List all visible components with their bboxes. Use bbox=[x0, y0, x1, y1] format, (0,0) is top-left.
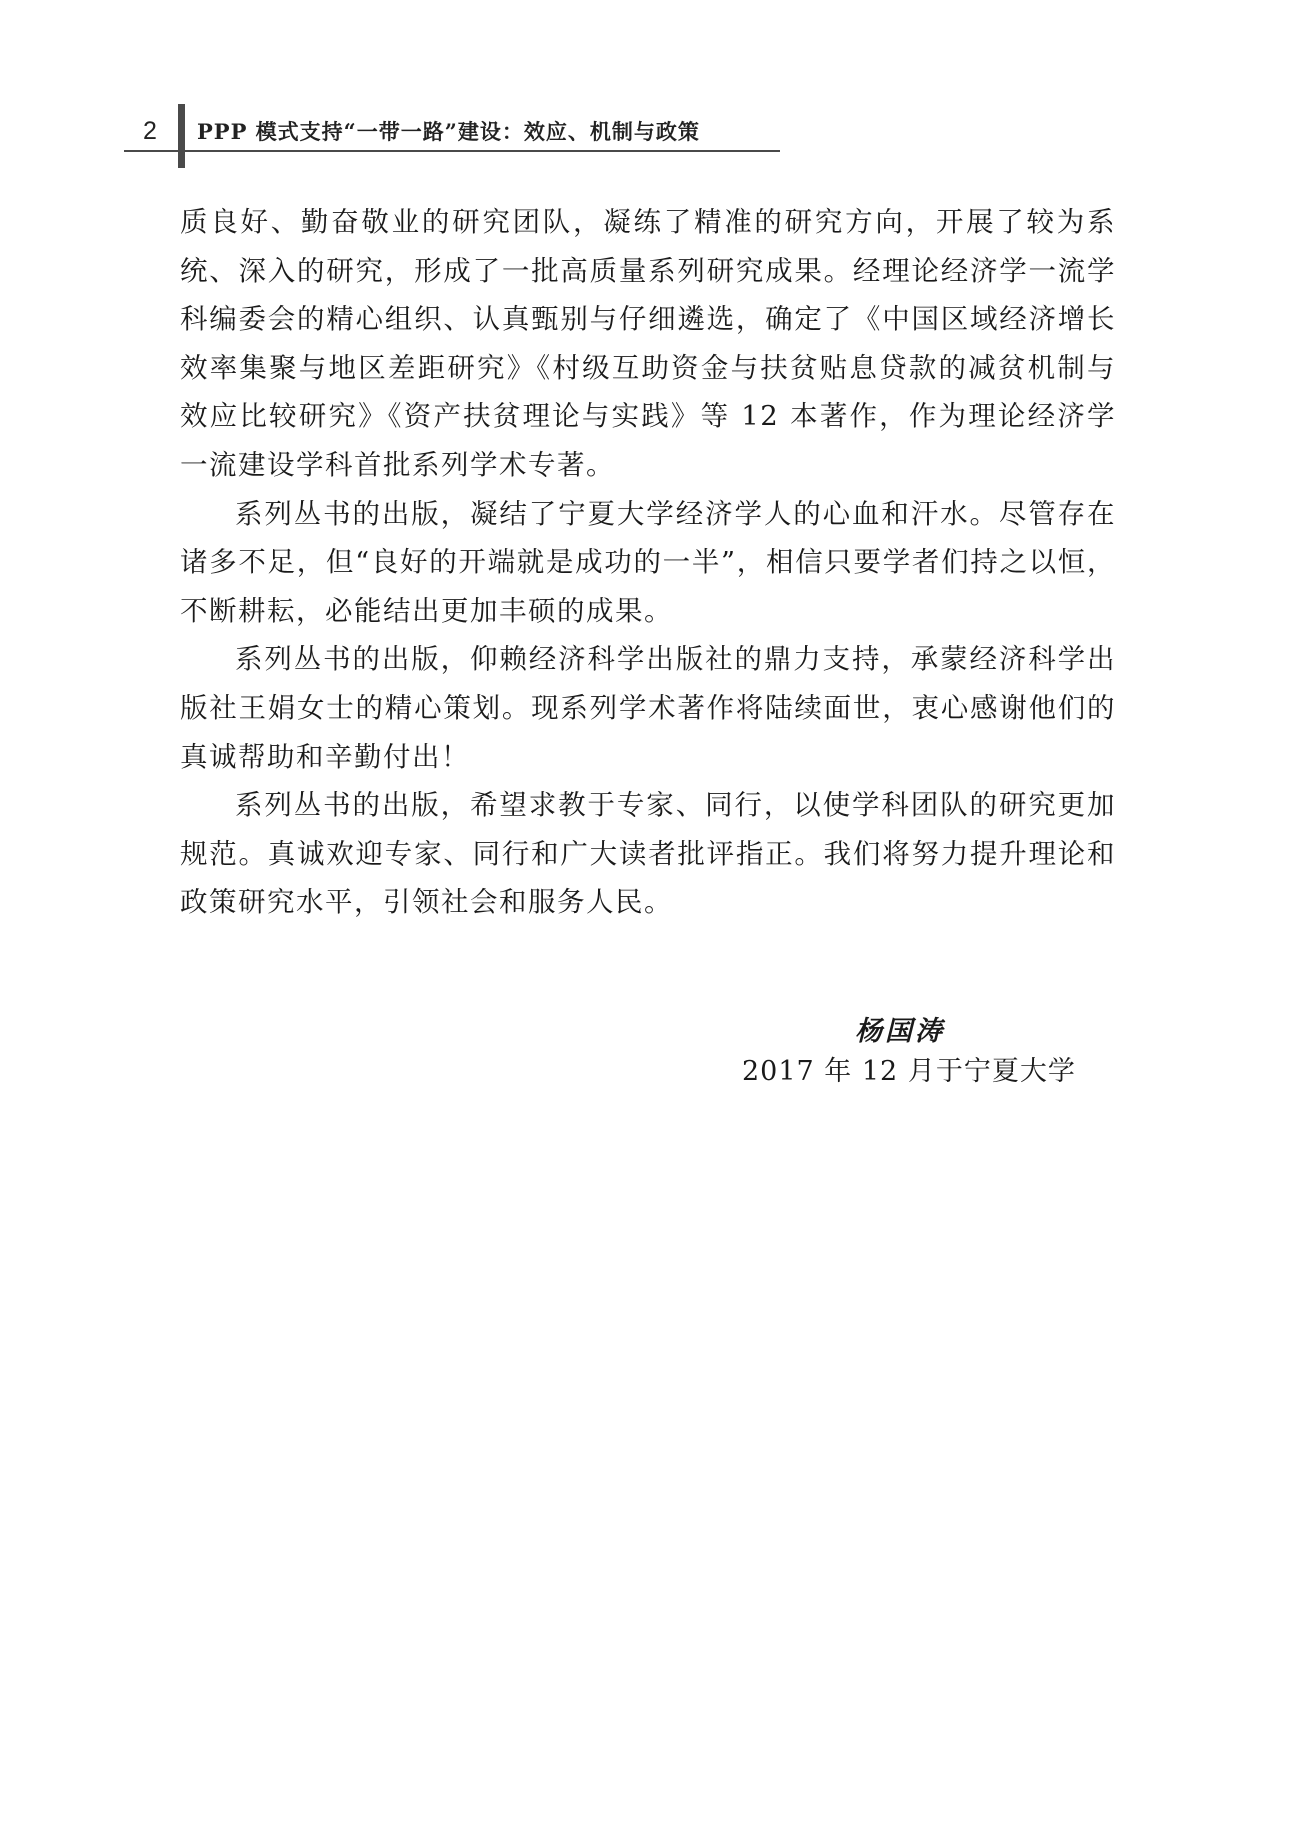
body-text bbox=[180, 198, 1116, 927]
signature-name: 杨国涛 bbox=[855, 1016, 945, 1047]
page-number: 2 bbox=[143, 117, 157, 145]
running-title: PPP 模式支持“一带一路”建设：效应、机制与政策 bbox=[197, 119, 700, 144]
paragraph: 系列丛书的出版，希望求教于专家、同行，以使学科团队的研究更加规范。真诚欢迎专家、同行和广大读者批评指正。我们将努力提升理论和政策研究水平，引领社会和服务人民。 bbox=[180, 789, 1116, 919]
page-header bbox=[0, 0, 1291, 170]
header-divider-bar bbox=[178, 104, 185, 168]
signature-date: 2017 年 12 月于宁夏大学 bbox=[742, 1056, 1076, 1087]
header-rule bbox=[124, 150, 780, 152]
paragraph: 系列丛书的出版，仰赖经济科学出版社的鼎力支持，承蒙经济科学出版社王娟女士的精心策划。现系列学术著作将陆续面世，衷心感谢他们的真诚帮助和辛勤付出！ bbox=[180, 643, 1116, 773]
paragraph: 系列丛书的出版，凝结了宁夏大学经济学人的心血和汗水。尽管存在诸多不足，但“良好的开端就是成功的一半”，相信只要学者们持之以恒，不断耕耘，必能结出更加丰硕的成果。 bbox=[180, 497, 1116, 627]
paragraph-continued: 质良好、勤奋敬业的研究团队，凝练了精准的研究方向，开展了较为系统、深入的研究，形成了一批高质量系列研究成果。经理论经济学一流学科编委会的精心组织、认真甄别与仔细遴选，确定了《中国区域经济增长效率集聚与地区差距研究》《村级互助资金与扶贫贴息贷款的减贫机制与效应比较研究》《资产扶贫理论与实践》等 12 本著作，作为理论经济学一流建设学科首批系列学术专著。 bbox=[180, 206, 1116, 481]
